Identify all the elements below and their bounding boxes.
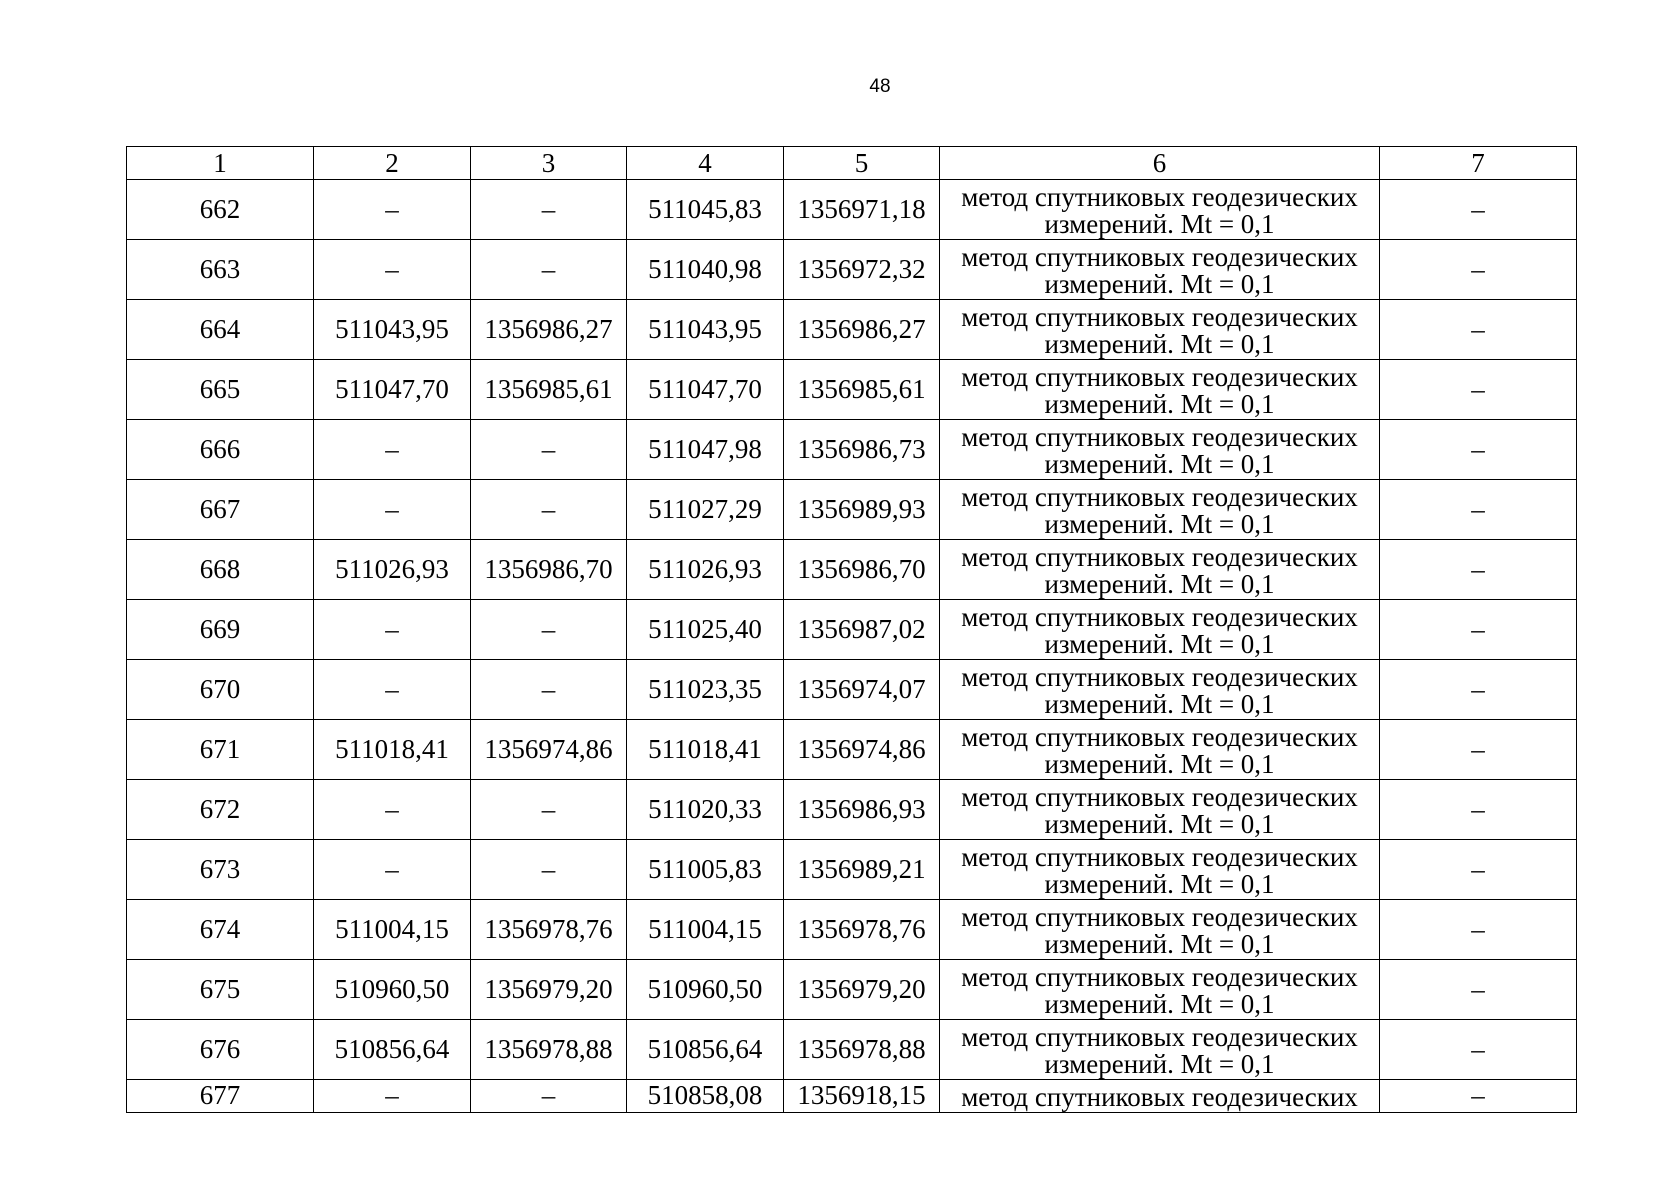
table-cell: 511004,15 <box>627 900 784 960</box>
table-cell: 671 <box>127 720 314 780</box>
table-cell: 664 <box>127 300 314 360</box>
table-row <box>127 240 1577 300</box>
table-cell: 1356986,70 <box>784 540 940 600</box>
table-row <box>127 420 1577 480</box>
table-cell: метод спутниковых геодезических измерений. Mt = 0,1 <box>940 540 1380 600</box>
table-cell: – <box>471 780 627 840</box>
table-cell: 668 <box>127 540 314 600</box>
table-cell: 1356978,76 <box>784 900 940 960</box>
table-cell: 1356978,88 <box>471 1020 627 1080</box>
table-row <box>127 540 1577 600</box>
table-cell: 511047,98 <box>627 420 784 480</box>
column-header: 2 <box>314 147 471 180</box>
table-cell: 1356971,18 <box>784 180 940 240</box>
table-cell: метод спутниковых геодезических измерений. Mt = 0,1 <box>940 480 1380 540</box>
table-cell: – <box>1380 240 1577 300</box>
table-cell: 510858,08 <box>627 1080 784 1113</box>
table-cell: – <box>314 240 471 300</box>
table-cell: – <box>471 600 627 660</box>
table-cell: 1356978,76 <box>471 900 627 960</box>
table-cell: – <box>471 240 627 300</box>
table-cell: – <box>1380 300 1577 360</box>
table-cell: 667 <box>127 480 314 540</box>
table-cell: – <box>1380 900 1577 960</box>
table-cell: 673 <box>127 840 314 900</box>
table-cell: 674 <box>127 900 314 960</box>
table-cell: 1356972,32 <box>784 240 940 300</box>
table-cell: 1356974,86 <box>784 720 940 780</box>
coordinates-table <box>126 146 1577 1113</box>
table-row <box>127 300 1577 360</box>
table-row <box>127 1080 1577 1113</box>
table-cell: 511043,95 <box>314 300 471 360</box>
table-cell: 511018,41 <box>627 720 784 780</box>
table-cell: метод спутниковых геодезических измерений. Mt = 0,1 <box>940 240 1380 300</box>
table-row <box>127 720 1577 780</box>
table-cell: метод спутниковых геодезических <box>940 1080 1380 1113</box>
table-cell: 510856,64 <box>627 1020 784 1080</box>
page-number: 48 <box>869 76 891 97</box>
table-cell: 666 <box>127 420 314 480</box>
table-cell: – <box>1380 540 1577 600</box>
table-cell: – <box>314 180 471 240</box>
table-row <box>127 960 1577 1020</box>
table-row <box>127 180 1577 240</box>
column-header: 6 <box>940 147 1380 180</box>
table-cell: 662 <box>127 180 314 240</box>
table-cell: 1356985,61 <box>471 360 627 420</box>
table-row <box>127 900 1577 960</box>
table-cell: метод спутниковых геодезических измерений. Mt = 0,1 <box>940 360 1380 420</box>
table-cell: – <box>314 840 471 900</box>
table-row <box>127 360 1577 420</box>
table-cell: метод спутниковых геодезических измерений. Mt = 0,1 <box>940 300 1380 360</box>
table-cell: – <box>1380 780 1577 840</box>
table-cell: 663 <box>127 240 314 300</box>
table-cell: – <box>1380 1020 1577 1080</box>
table-row <box>127 600 1577 660</box>
table-cell: 1356974,07 <box>784 660 940 720</box>
column-header: 1 <box>127 147 314 180</box>
table-cell: 1356978,88 <box>784 1020 940 1080</box>
table-cell: 511004,15 <box>314 900 471 960</box>
table-cell: метод спутниковых геодезических измерений. Mt = 0,1 <box>940 960 1380 1020</box>
table-cell: 1356918,15 <box>784 1080 940 1113</box>
table-cell: 669 <box>127 600 314 660</box>
table-cell: 1356986,73 <box>784 420 940 480</box>
table-cell: 1356989,93 <box>784 480 940 540</box>
table-cell: 511026,93 <box>314 540 471 600</box>
table-row <box>127 780 1577 840</box>
table-cell: 511020,33 <box>627 780 784 840</box>
table-cell: – <box>1380 720 1577 780</box>
table-cell: метод спутниковых геодезических измерений. Mt = 0,1 <box>940 660 1380 720</box>
table-cell: 676 <box>127 1020 314 1080</box>
column-header: 4 <box>627 147 784 180</box>
table-cell: – <box>1380 360 1577 420</box>
table-cell: – <box>1380 480 1577 540</box>
table-cell: – <box>1380 1080 1577 1113</box>
table-cell: 511023,35 <box>627 660 784 720</box>
table-cell: 511043,95 <box>627 300 784 360</box>
table-cell: 1356979,20 <box>784 960 940 1020</box>
table-cell: – <box>1380 600 1577 660</box>
column-header: 5 <box>784 147 940 180</box>
table-cell: 510960,50 <box>314 960 471 1020</box>
table-cell: 511026,93 <box>627 540 784 600</box>
table-cell: метод спутниковых геодезических измерений. Mt = 0,1 <box>940 420 1380 480</box>
table-cell: 511047,70 <box>314 360 471 420</box>
table-cell: – <box>314 420 471 480</box>
table-cell: 1356986,27 <box>471 300 627 360</box>
table-cell: 1356974,86 <box>471 720 627 780</box>
table-cell: метод спутниковых геодезических измерений. Mt = 0,1 <box>940 600 1380 660</box>
table-cell: – <box>471 1080 627 1113</box>
table-cell: 1356979,20 <box>471 960 627 1020</box>
table-cell: 510856,64 <box>314 1020 471 1080</box>
table-cell: 511027,29 <box>627 480 784 540</box>
table-cell: метод спутниковых геодезических измерений. Mt = 0,1 <box>940 780 1380 840</box>
table-cell: 672 <box>127 780 314 840</box>
table-cell: – <box>314 480 471 540</box>
column-header: 7 <box>1380 147 1577 180</box>
table-cell: – <box>471 840 627 900</box>
table-header-row <box>127 147 1577 180</box>
table-cell: – <box>314 660 471 720</box>
table-cell: метод спутниковых геодезических измерений. Mt = 0,1 <box>940 840 1380 900</box>
table-cell: 675 <box>127 960 314 1020</box>
table-cell: – <box>314 780 471 840</box>
table-cell: – <box>1380 180 1577 240</box>
table-cell: 1356986,93 <box>784 780 940 840</box>
table-cell: – <box>471 420 627 480</box>
table-cell: – <box>471 480 627 540</box>
table-cell: метод спутниковых геодезических измерений. Mt = 0,1 <box>940 180 1380 240</box>
table-row <box>127 480 1577 540</box>
table-body <box>127 180 1577 1113</box>
table-cell: 511040,98 <box>627 240 784 300</box>
table-cell: 1356986,27 <box>784 300 940 360</box>
table-cell: 511045,83 <box>627 180 784 240</box>
table-cell: метод спутниковых геодезических измерений. Mt = 0,1 <box>940 1020 1380 1080</box>
table-cell: 670 <box>127 660 314 720</box>
table-cell: метод спутниковых геодезических измерений. Mt = 0,1 <box>940 720 1380 780</box>
table-cell: 665 <box>127 360 314 420</box>
table-cell: – <box>1380 960 1577 1020</box>
table-row <box>127 660 1577 720</box>
table-cell: 511005,83 <box>627 840 784 900</box>
table-cell: метод спутниковых геодезических измерений. Mt = 0,1 <box>940 900 1380 960</box>
table-cell: 1356985,61 <box>784 360 940 420</box>
table-cell: – <box>1380 420 1577 480</box>
column-header: 3 <box>471 147 627 180</box>
table-cell: – <box>314 1080 471 1113</box>
table-cell: 1356989,21 <box>784 840 940 900</box>
coordinates-table-container <box>126 146 1576 1113</box>
table-row <box>127 1020 1577 1080</box>
table-cell: 1356987,02 <box>784 600 940 660</box>
table-cell: – <box>314 600 471 660</box>
table-cell: 677 <box>127 1080 314 1113</box>
table-cell: – <box>1380 660 1577 720</box>
table-cell: – <box>471 660 627 720</box>
table-cell: – <box>1380 840 1577 900</box>
table-row <box>127 840 1577 900</box>
table-cell: 510960,50 <box>627 960 784 1020</box>
table-cell: – <box>471 180 627 240</box>
table-cell: 1356986,70 <box>471 540 627 600</box>
table-cell: 511025,40 <box>627 600 784 660</box>
table-cell: 511047,70 <box>627 360 784 420</box>
table-cell: 511018,41 <box>314 720 471 780</box>
